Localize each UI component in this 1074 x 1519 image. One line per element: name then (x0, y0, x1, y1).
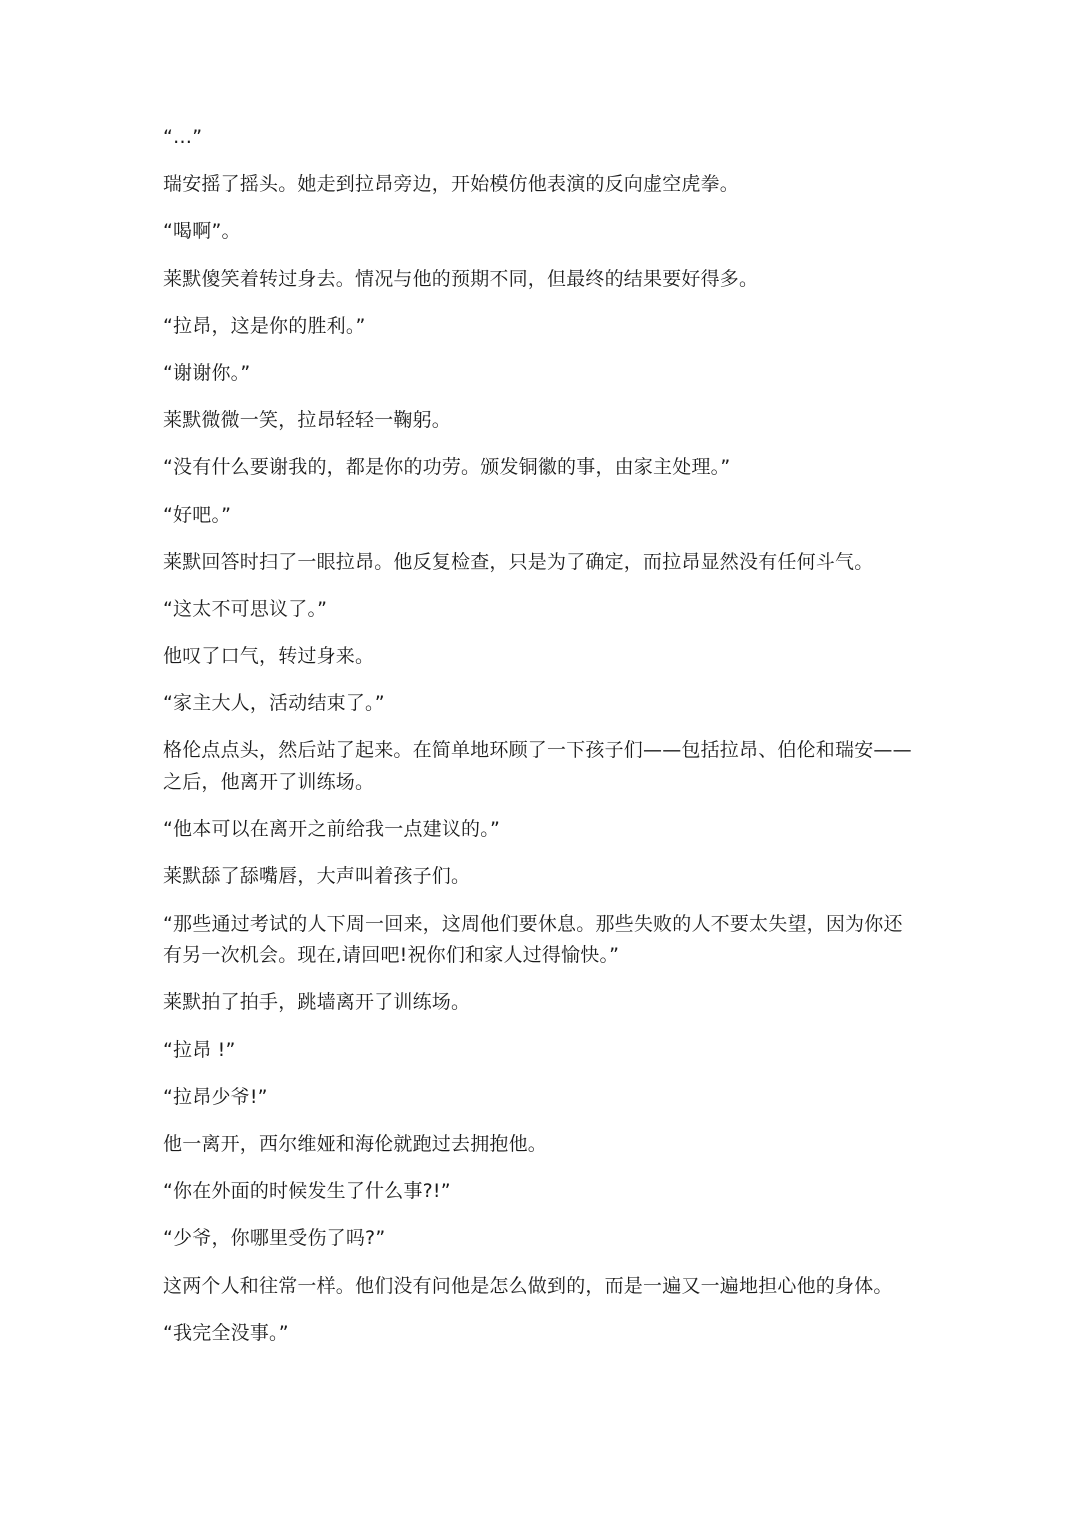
paragraph: “他本可以在离开之前给我一点建议的。” (163, 818, 500, 841)
paragraph: “喝啊”。 (163, 220, 241, 243)
paragraph: “…” (163, 126, 203, 148)
paragraph: “家主大人，活动结束了。” (163, 692, 385, 715)
paragraph: “少爷，你哪里受伤了吗?” (163, 1227, 386, 1250)
paragraph: “我完全没事。” (163, 1321, 289, 1344)
paragraph: 莱默傻笑着转过身去。情况与他的预期不同，但最终的结果要好得多。 (163, 267, 759, 290)
document-body (163, 122, 913, 1365)
paragraph: 莱默拍了拍手，跳墙离开了训练场。 (163, 991, 471, 1014)
paragraph: “那些通过考试的人下周一回来，这周他们要休息。那些失败的人不要太失望，因为你还有另一次机会。现在,请回吧!祝你们和家人过得愉快。” (163, 912, 903, 967)
paragraph: “拉昂 !” (163, 1038, 236, 1061)
paragraph: “没有什么要谢我的，都是你的功劳。颁发铜徽的事，由家主处理。” (163, 456, 731, 479)
paragraph: “你在外面的时候发生了什么事?!” (163, 1180, 451, 1203)
paragraph: 瑞安摇了摇头。她走到拉昂旁边，开始模仿他表演的反向虚空虎拳。 (163, 173, 740, 196)
paragraph: 格伦点点头，然后站了起来。在简单地环顾了一下孩子们——包括拉昂、伯伦和瑞安——之后，他离开了训练场。 (163, 739, 912, 794)
paragraph: 莱默微微一笑，拉昂轻轻一鞠躬。 (163, 409, 452, 432)
paragraph: 他叹了口气，转过身来。 (163, 645, 375, 668)
paragraph: “拉昂，这是你的胜利。” (163, 314, 366, 337)
paragraph: 莱默回答时扫了一眼拉昂。他反复检查，只是为了确定，而拉昂显然没有任何斗气。 (163, 550, 874, 573)
paragraph: “谢谢你。” (163, 361, 251, 384)
paragraph: “拉昂少爷!” (163, 1085, 268, 1108)
paragraph: 这两个人和往常一样。他们没有问他是怎么做到的，而是一遍又一遍地担心他的身体。 (163, 1274, 893, 1297)
paragraph: “这太不可思议了。” (163, 597, 328, 620)
paragraph: 他一离开，西尔维娅和海伦就跑过去拥抱他。 (163, 1132, 548, 1155)
paragraph: 莱默舔了舔嘴唇，大声叫着孩子们。 (163, 865, 471, 888)
paragraph: “好吧。” (163, 503, 232, 526)
